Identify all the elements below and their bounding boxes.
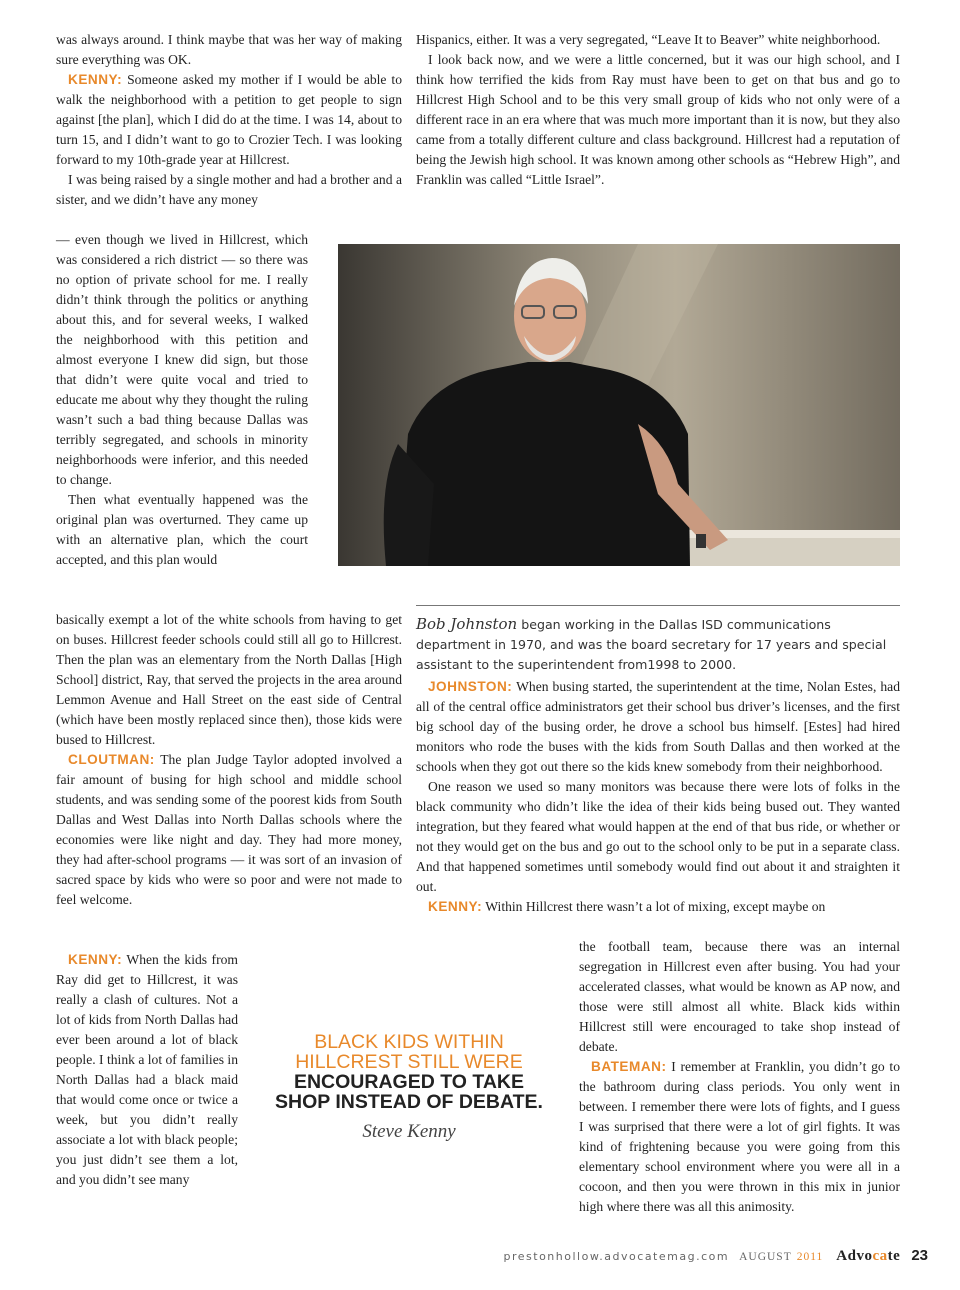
paragraph-text: The plan Judge Taylor adopted involved a fair amount of busing for high school and middle school students, and was sending some of the poorest kids from South Dallas and West Dallas into North Dallas schools where the economies were like night and day. They had more money, they had after-school programs — it was sort of an invasion of sacred space by kids who were so poor and were not made to feel welcome. [56,752,402,907]
paragraph-continued: — even though we lived in Hillcrest, which was considered a rich district — so there was no option of private school for me. I really didn’t think through the politics or anything about this, and for several weeks, I walked the neighborhood with this petition and almost everyone I knew did sign, but those that didn’t were quite vocal and tried to educate me about why they thought the ruling wasn’t such a bad thing because Dallas was terribly segregated, and schools in minority neighborhoods were inferior, and this needed to change. [56,232,308,487]
paragraph: I look back now, and we were a little concerned, but it was our high school, and I think how terrified the kids from Ray must have been to get on that bus and go to Hillcrest High School and to be this very small group of kids who not only were of a different race in an era where that was much more important than it is now, but they also came from a totally different culture and class background. Hillcrest had a reputation of being the Jewish high school. It was known among other schools as “Hebrew High”, and Franklin was called “Little Israel”. [416,52,900,187]
paragraph-text: Someone asked my mother if I would be able to walk the neighborhood with a petition to get people to sign against [the plan], which I did do at the time. I was 14, about to turn 15, and I didn’t want to go to Crozier Tech. I was looking forward to my 10th-grade year at Hillcrest. [56,72,402,167]
right-column-middle [416,677,900,917]
paragraph [56,70,402,170]
paragraph-text: When the kids from Ray did get to Hillcrest, it was really a clash of cultures. Not a lot of kids from North Dallas had ever been around a lot of black people. I think a lot of families in North Dallas had a black maid that would come once or twice a week, but you didn’t really associate a lot with black people; you just didn’t see them a lot, and you didn’t see many [56,952,238,1187]
caption-name: Bob Johnston [416,615,518,633]
page-number: 23 [911,1247,928,1264]
left-column-top [56,30,402,210]
speaker-label: KENNY: [68,72,123,87]
right-column-top [416,30,900,190]
footer-url: prestonhollow.advocatemag.com [503,1250,730,1263]
pull-quote-bold: ENCOURAGED TO TAKE SHOP INSTEAD OF DEBATE. [275,1071,543,1113]
brand-part: te [887,1248,901,1264]
paragraph: Hispanics, either. It was a very segregated, “Leave It to Beaver” white neighborhood. [416,32,881,47]
pull-quote-attribution: Steve Kenny [362,1121,456,1142]
pull-quote-light: BLACK KIDS WITHIN HILLCREST STILL WERE [295,1031,523,1073]
left-column-pullquote-wrap [56,950,238,1190]
brand-part-accent: ca [872,1248,888,1264]
portrait-illustration [338,244,900,566]
paragraph [579,1057,900,1217]
page-footer [504,1247,929,1265]
portrait-photo [338,244,900,566]
paragraph-continued: basically exempt a lot of the white schools from having to get on buses. Hillcrest feeder schools could still all go to Hillcrest. Then the plan was an elementary from the North Dallas [High School] district, Ray, that served the projects in the area around Lemmon Avenue and Hall Street on the east side of Central (which have been mostly replaced since then), those kids were bused to Hillcrest. [56,612,402,747]
paragraph: I was being raised by a single mother and had a brother and a sister, and we didn’t have any money [56,172,402,207]
right-column-bottom [579,937,900,1217]
caption-text: began working in the Dallas ISD communications department in 1970, and was the board secretary for 17 years and special assistant to the superintendent from1998 to 2000. [416,617,887,672]
paragraph-continued: the football team, because there was an internal segregation in Hillcrest even after busing. You had your accelerated classes, what would be known as AP now, and those were still almost all white. Black kids within Hillcrest still were encouraged to take shop instead of debate. [579,939,900,1054]
paragraph: One reason we used so many monitors was because there were lots of folks in the black community who didn’t like the idea of their kids being bused out. They wanted integration, but they feared what would happen at the end of that bus ride, or whether or not they would get on the bus and go out to the school only to be put in a separate class. And that happened sometimes until somebody would find out about it and straighten it out. [416,779,900,894]
brand-part: Advo [836,1248,873,1264]
left-column-bottom [56,610,402,910]
speaker-label: JOHNSTON: [428,679,513,694]
paragraph-text: Within Hillcrest there wasn’t a lot of mixing, except maybe on [485,899,826,914]
paragraph-text: When busing started, the superintendent at the time, Nolan Estes, had all of the central office administrators get their school bus driver’s licenses, and the first big school day of the busing order, he drove a school bus himself. [Estes] had hired monitors who rode the buses with the kids from South Dallas and then worked at the schools when they got out there so the kids knew somebody from their neighborhood. [416,679,900,774]
paragraph [416,897,900,917]
paragraph: Then what eventually happened was the original plan was overturned. They came up with an alternative plan, which the court accepted, and this plan would [56,492,308,567]
paragraph: was always around. I think maybe that was her way of making sure everything was OK. [56,32,402,67]
paragraph [416,677,900,777]
pull-quote [268,1032,550,1142]
brand-logo [836,1248,900,1264]
paragraph-text: I remember at Franklin, you didn’t go to the bathroom during class periods. You only went in between. I remember there were lots of fights, and I guess I was surprised that there were a lot of girl fights. It was kind of frightening because you were going from this elementary school environment where you were all in a cocoon, and then you were thrown in this mix in junior high where there was all this animosity. [579,1059,900,1214]
speaker-label: KENNY: [68,952,123,967]
speaker-label: CLOUTMAN: [68,752,155,767]
footer-month: AUGUST [739,1251,792,1263]
paragraph [56,950,238,1190]
speaker-label: KENNY: [428,899,483,914]
caption-divider [416,605,900,606]
paragraph [56,750,402,910]
footer-year: 2011 [796,1251,824,1263]
speaker-label: BATEMAN: [591,1059,667,1074]
left-column-narrow [56,230,308,570]
photo-caption [416,614,900,675]
